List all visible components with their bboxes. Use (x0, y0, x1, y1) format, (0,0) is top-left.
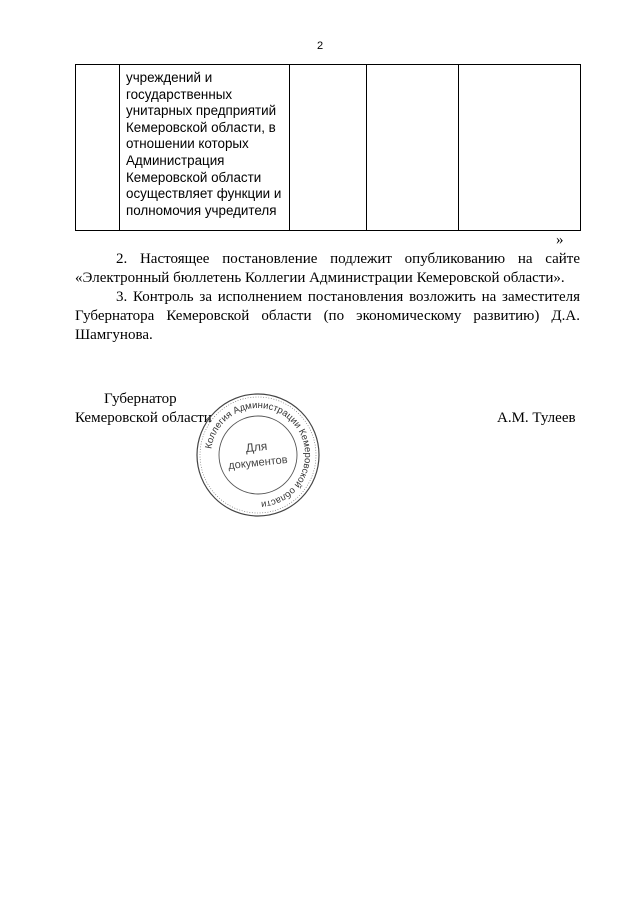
stamp-center-line1: Для (244, 438, 268, 456)
table-cell-empty-2 (367, 65, 459, 231)
stamp-outer-ring (197, 394, 319, 516)
signatory-title: Губернатор (104, 391, 177, 407)
paragraph-2: 2. Настоящее постановление подлежит опубликованию на сайте «Электронный бюллетень Коллегии Администрации Кемеровской области». (75, 251, 580, 286)
page-number: 2 (316, 40, 324, 52)
stamp-center-line2: документов (227, 453, 289, 473)
cell-description-text: учреждений и государственных унитарных предприятий Кемеровской области, в отношении которых Администрация Кемеровской области осуществляет функции и полномочия учредителя (126, 70, 282, 218)
closing-quote: » (556, 232, 564, 248)
continuation-table (75, 64, 581, 231)
table-row (76, 65, 581, 231)
signatory-name: А.М. Тулеев (497, 410, 576, 426)
stamp-ring-text: Коллегия Администрации Кемеровской области (203, 399, 314, 510)
table-cell-empty-1 (290, 65, 367, 231)
table-cell-description (120, 65, 290, 231)
official-stamp (195, 392, 321, 518)
table-cell-number (76, 65, 120, 231)
paragraph-3: 3. Контроль за исполнением постановления возложить на заместителя Губернатора Кемеровской области (по экономическому развитию) Д.А. Шамгунова. (75, 289, 580, 343)
table-cell-empty-3 (459, 65, 581, 231)
signatory-region: Кемеровской области (75, 410, 212, 426)
stamp-dotted-ring (200, 397, 316, 513)
